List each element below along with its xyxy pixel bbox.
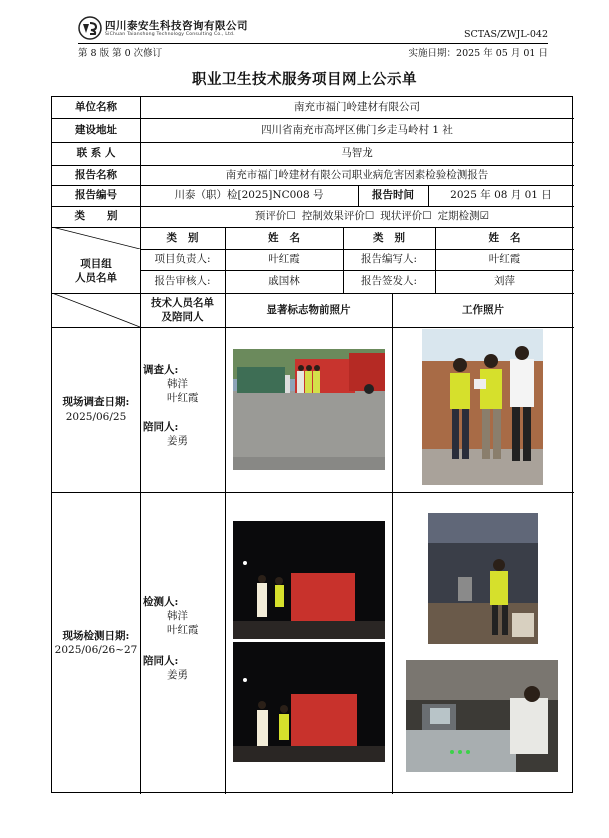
report-time-label: 报告时间 (372, 189, 414, 202)
tester-name: 叶红霞 (167, 624, 199, 637)
team-label: 项目组 人员名单 (75, 257, 117, 284)
testing-landmark-photo (233, 521, 385, 639)
team-col-name-2: 姓 名 (488, 231, 521, 244)
company-name: 四川泰安生科技咨询有限公司 (105, 20, 248, 32)
disclosure-table (51, 96, 573, 793)
report-time-value: 2025 年 08 月 01 日 (450, 189, 552, 202)
tester-label: 检测人: (143, 596, 179, 608)
landmark-photo-header: 显著标志物前照片 (266, 303, 351, 316)
category-options (140, 206, 574, 227)
survey-staff (143, 363, 199, 448)
testing-date-cell (52, 492, 140, 794)
survey-date-label: 现场调查日期: (62, 396, 130, 409)
category-control-effect[interactable]: 控制效果评价☐ (301, 210, 375, 223)
version-info: 第 8 版 第 0 次修订 (78, 48, 163, 59)
category-status-evaluation[interactable]: 现状评价☐ (380, 210, 432, 223)
report-name-value: 南充市福门岭建材有限公司职业病危害因素检验检测报告 (225, 168, 489, 181)
category-periodic-testing[interactable]: 定期检测☑ (437, 210, 490, 223)
tester-name: 韩洋 (167, 610, 188, 623)
team-role: 报告编写人: (360, 253, 418, 266)
page-title: 职业卫生技术服务项目网上公示单 (192, 71, 417, 88)
report-name-label: 报告名称 (75, 168, 117, 181)
document-header (78, 16, 548, 59)
team-col-type: 类 别 (166, 231, 199, 244)
implementation-date: 实施日期：2025 年 05 月 01 日 (408, 48, 548, 59)
category-pre-evaluation[interactable]: 预评价☐ (254, 210, 296, 223)
address-label: 建设地址 (75, 123, 117, 136)
investigator-label: 调查人: (143, 364, 179, 376)
team-col-type-2: 类 别 (373, 231, 405, 244)
work-photo-header: 工作照片 (462, 303, 504, 316)
report-no-label: 报告编号 (75, 189, 117, 202)
staff-column-header: 技术人员名单 及陪同人 (151, 296, 214, 323)
unit-name-value: 南充市福门岭建材有限公司 (294, 101, 420, 114)
unit-name-label: 单位名称 (75, 101, 117, 114)
team-role: 报告签发人: (360, 275, 418, 288)
survey-landmark-photo (233, 349, 385, 470)
company-name-en: SiChuan Taianshong Technology Consulting Co., Ltd. (105, 32, 235, 37)
team-role: 报告审核人: (154, 275, 211, 288)
survey-date-cell (52, 327, 140, 492)
companion-name: 姜勇 (167, 434, 188, 447)
companion-label: 陪同人: (143, 420, 179, 433)
diagonal-divider (52, 227, 140, 249)
team-member-name: 刘萍 (494, 275, 515, 288)
testing-date-label: 现场检测日期: (62, 629, 130, 642)
survey-work-photo (422, 329, 543, 485)
team-member-name: 叶红霞 (488, 253, 521, 266)
company-logo-icon (78, 16, 102, 40)
testing-date: 2025/06/26~27 (54, 644, 138, 656)
address-value: 四川省南充市高坪区佛门乡走马岭村 1 社 (261, 123, 453, 136)
diagonal-divider (52, 293, 140, 327)
team-member-name: 戚国林 (268, 275, 300, 288)
testing-staff (143, 595, 199, 682)
companion-name: 姜勇 (167, 668, 188, 681)
header-divider (78, 43, 548, 44)
testing-work-photo (406, 660, 558, 772)
investigator-name: 韩洋 (167, 378, 188, 391)
category-label: 类 别 (74, 210, 118, 223)
team-col-name: 姓 名 (268, 231, 300, 244)
investigator-name: 叶红霞 (167, 392, 199, 405)
testing-landmark-photo (233, 642, 385, 762)
testing-work-photo (428, 513, 538, 644)
survey-date: 2025/06/25 (65, 410, 127, 423)
report-no-value: 川泰（职）检[2025]NC008 号 (174, 189, 324, 202)
team-role: 项目负责人: (154, 253, 211, 266)
team-member-name: 叶红霞 (268, 253, 300, 266)
companion-label: 陪同人: (143, 654, 179, 667)
contact-label: 联 系 人 (76, 147, 116, 160)
document-code: SCTAS/ZWJL-042 (464, 29, 548, 40)
contact-value: 马智龙 (341, 147, 373, 160)
